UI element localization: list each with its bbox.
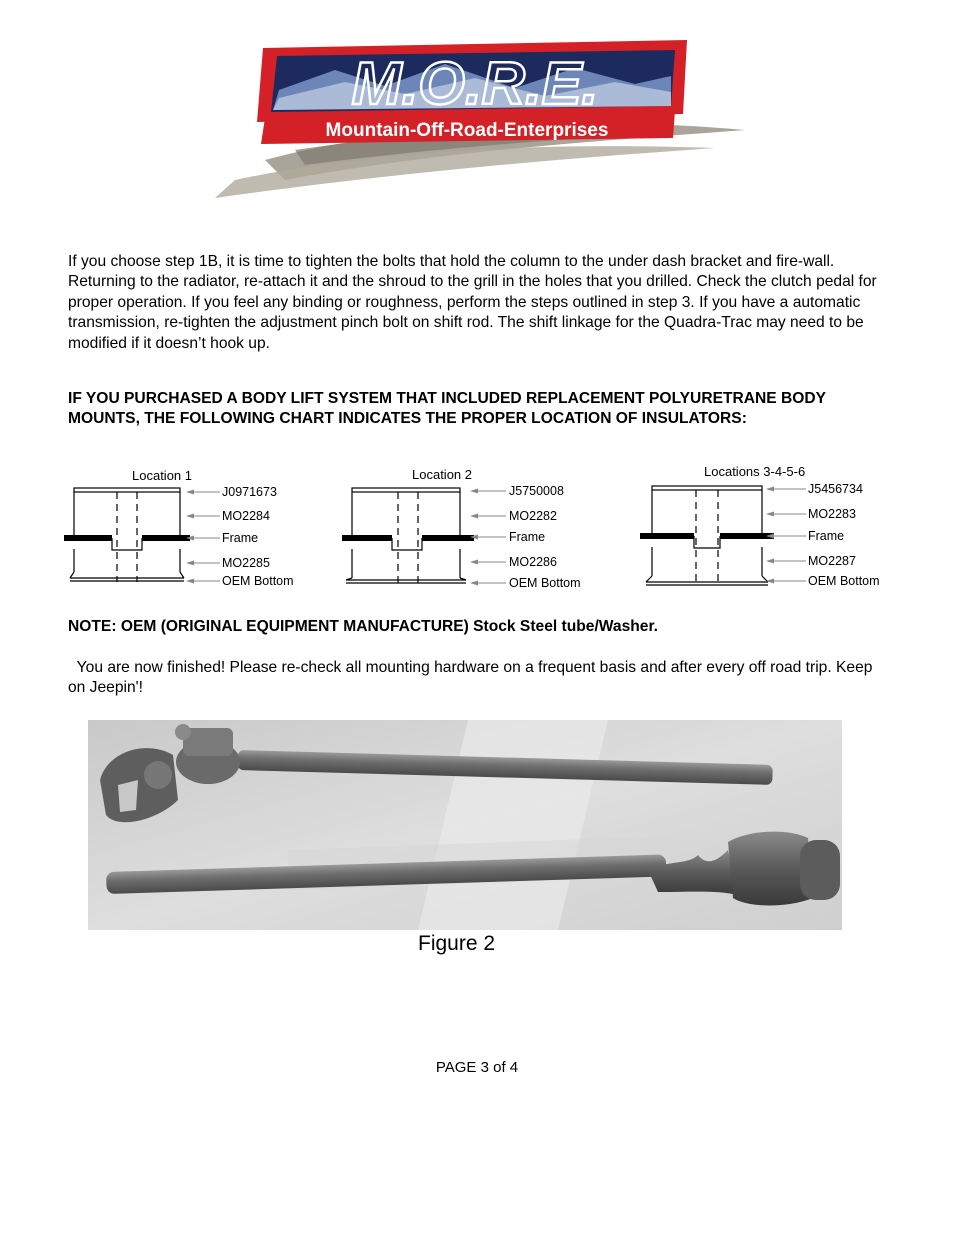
label-top: J0971673 — [222, 485, 277, 499]
closing-paragraph — [68, 658, 883, 699]
intro-paragraph: If you choose step 1B, it is time to tighten the bolts that hold the column to the under dash bracket and fire-wall. Returning to the radiator, re-attach it and the shroud to the grill in the holes that you drilled. Check the clutch pedal for proper operation. If you feel any binding or roughness, perform the steps outlined in step 3. If you have a automatic transmission, re-tighten the adjustment pinch bolt on shift rod. The shift linkage for the Quadra-Trac may need to be modified if it doesn’t hook up. — [68, 253, 877, 352]
label-upper-insulator: MO2284 — [222, 509, 270, 523]
location-title: Location 1 — [132, 468, 192, 483]
location-title: Locations 3-4-5-6 — [704, 464, 806, 479]
label-lower-insulator: MO2285 — [222, 556, 270, 570]
label-oem-bottom: OEM Bottom — [509, 576, 581, 590]
label-lower-insulator: MO2287 — [808, 554, 856, 568]
label-oem-bottom: OEM Bottom — [808, 574, 880, 588]
location-title: Location 2 — [412, 467, 472, 482]
label-lower-insulator: MO2286 — [509, 555, 557, 569]
label-upper-insulator: MO2283 — [808, 507, 856, 521]
figure-caption: Figure 2 — [418, 932, 496, 955]
more-logo — [195, 30, 755, 205]
logo-tagline-text: Mountain-Off-Road-Enterprises — [325, 120, 609, 141]
label-frame: Frame — [808, 529, 845, 543]
location-3-4-5-6-diagram — [638, 460, 903, 590]
closing-text: You are now finished! Please re-check all mounting hardware on a frequent basis and after every off road trip. Keep on Jeepin'! — [68, 659, 873, 697]
label-upper-insulator: MO2282 — [509, 509, 557, 523]
location-2-diagram — [340, 460, 600, 590]
label-frame: Frame — [509, 530, 546, 544]
label-top: J5456734 — [808, 482, 863, 496]
figure-2-photo — [88, 720, 842, 930]
page-footer: PAGE 3 of 4 — [435, 1059, 519, 1076]
label-frame: Frame — [222, 531, 259, 545]
logo-brand-text: M.O.R.E. — [351, 50, 599, 117]
label-oem-bottom: OEM Bottom — [222, 574, 294, 588]
oem-note: NOTE: OEM (ORIGINAL EQUIPMENT MANUFACTURE) Stock Steel tube/Washer. — [68, 618, 659, 635]
location-1-diagram — [62, 460, 312, 590]
label-top: J5750008 — [509, 484, 564, 498]
body-mount-heading: IF YOU PURCHASED A BODY LIFT SYSTEM THAT INCLUDED REPLACEMENT POLYURETRANE BODY MOUNTS, THE FOLLOWING CHART INDICATES THE PROPER LOCATION OF INSULATORS: — [68, 390, 826, 428]
